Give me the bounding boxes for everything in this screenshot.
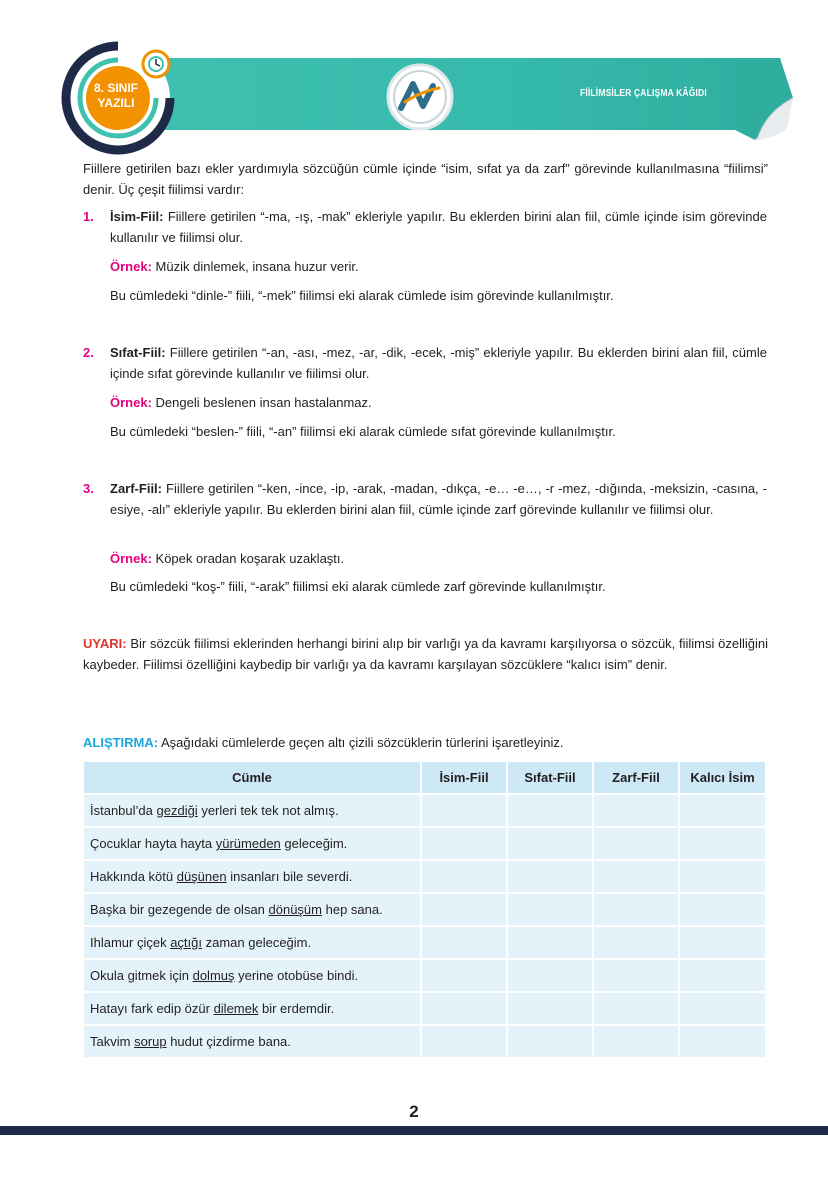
column-header-sifat-fiil: Sıfat-Fiil bbox=[507, 762, 593, 794]
example-label: Örnek: bbox=[110, 395, 152, 410]
sentence-text: yerine otobüse bindi. bbox=[234, 968, 359, 983]
sentence-text: Hatayı fark edip özür bbox=[90, 1001, 214, 1016]
column-header-zarf-fiil: Zarf-Fiil bbox=[593, 762, 679, 794]
sentence-cell bbox=[84, 992, 421, 1025]
sentence-text: Çocuklar hayta hayta bbox=[90, 836, 216, 851]
worksheet-title: FİİLİMSİLER ÇALIŞMA KÂĞIDI bbox=[580, 88, 707, 99]
table-row bbox=[84, 1025, 765, 1058]
answer-cell-zarf-fiil[interactable] bbox=[593, 860, 679, 893]
answer-cell-sifat-fiil[interactable] bbox=[507, 893, 593, 926]
answer-cell-kalici-isim[interactable] bbox=[679, 860, 765, 893]
section-explanation: Bu cümledeki “beslen-” fiili, “-an” fiilimsi eki alarak cümlede sıfat görevinde kullanılmıştır. bbox=[110, 424, 616, 439]
answer-cell-isim-fiil[interactable] bbox=[421, 992, 507, 1025]
section-definition-text: Fiillere getirilen “-an, -ası, -mez, -ar, -dik, -ecek, -miş” ekleriyle yapılır. Bu eklerden birini alan fiil, cümle içinde sıfat görevinde kullanılır ve fiilimsi olur. bbox=[110, 345, 767, 381]
section-term: Sıfat-Fiil: bbox=[110, 345, 166, 360]
section-number: 2. bbox=[83, 345, 94, 360]
table-header-row bbox=[84, 762, 765, 794]
answer-cell-zarf-fiil[interactable] bbox=[593, 1025, 679, 1058]
sentence-text: insanları bile severdi. bbox=[226, 869, 353, 884]
answer-cell-sifat-fiil[interactable] bbox=[507, 926, 593, 959]
page-curl-decoration bbox=[735, 58, 793, 140]
answer-cell-isim-fiil[interactable] bbox=[421, 1025, 507, 1058]
sentence-text: yerleri tek tek not almış. bbox=[197, 803, 339, 818]
warning-paragraph bbox=[83, 633, 768, 675]
table-row bbox=[84, 992, 765, 1025]
answer-cell-kalici-isim[interactable] bbox=[679, 959, 765, 992]
section-example bbox=[110, 548, 767, 569]
section-definition bbox=[110, 478, 767, 520]
sentence-cell bbox=[84, 926, 421, 959]
answer-cell-kalici-isim[interactable] bbox=[679, 926, 765, 959]
sentence-cell bbox=[84, 959, 421, 992]
warning-text: Bir sözcük fiilimsi eklerinden herhangi birini alıp bir varlığı ya da kavramı karşılıyorsa o sözcük, fiilimsi özelliğini kaybeder. Fiilimsi özelliğini kaybedip bir varlığı ya da kavramı karşılayan sözcüklere “kalıcı isim” denir. bbox=[83, 636, 768, 672]
example-text: Müzik dinlemek, insana huzur verir. bbox=[155, 259, 359, 274]
section-example bbox=[110, 256, 767, 277]
answer-cell-zarf-fiil[interactable] bbox=[593, 992, 679, 1025]
underlined-word: dilemek bbox=[213, 1001, 259, 1016]
page-number: 2 bbox=[409, 1102, 419, 1121]
table-row bbox=[84, 794, 765, 827]
answer-cell-kalici-isim[interactable] bbox=[679, 992, 765, 1025]
example-label: Örnek: bbox=[110, 259, 152, 274]
section-explanation: Bu cümledeki “koş-” fiili, “-arak” fiilimsi eki alarak cümlede zarf görevinde kullanılmıştır. bbox=[110, 579, 606, 594]
answer-cell-isim-fiil[interactable] bbox=[421, 827, 507, 860]
section-zarf-fiil bbox=[83, 478, 768, 608]
underlined-word: dolmuş bbox=[192, 968, 235, 983]
sentence-text: hep sana. bbox=[322, 902, 383, 917]
sentence-cell bbox=[84, 794, 421, 827]
sentence-cell bbox=[84, 893, 421, 926]
sentence-text: geleceğim. bbox=[280, 836, 348, 851]
sentence-text: İstanbul’da bbox=[90, 803, 157, 818]
answer-cell-sifat-fiil[interactable] bbox=[507, 860, 593, 893]
sentence-text: hudut çizdirme bana. bbox=[166, 1034, 291, 1049]
table-row bbox=[84, 959, 765, 992]
exercise-heading bbox=[83, 732, 768, 753]
example-text: Köpek oradan koşarak uzaklaştı. bbox=[155, 551, 345, 566]
sentence-text: bir erdemdir. bbox=[258, 1001, 335, 1016]
section-example bbox=[110, 392, 767, 413]
underlined-word: dönüşüm bbox=[268, 902, 322, 917]
answer-cell-isim-fiil[interactable] bbox=[421, 926, 507, 959]
exercise-table bbox=[84, 762, 765, 1059]
answer-cell-isim-fiil[interactable] bbox=[421, 860, 507, 893]
answer-cell-zarf-fiil[interactable] bbox=[593, 794, 679, 827]
answer-cell-sifat-fiil[interactable] bbox=[507, 959, 593, 992]
sentence-cell bbox=[84, 827, 421, 860]
answer-cell-isim-fiil[interactable] bbox=[421, 959, 507, 992]
section-definition-text: Fiillere getirilen “-ken, -ince, -ip, -arak, -madan, -dıkça, -e… -e…, -r -mez, -dığında, -meksizin, -casına, -esiye, -alı” ekleriyle yapılır. Bu eklerden birini alan fiil, cümle içinde zarf görevinde kullanılır ve fiilimsi olur. bbox=[110, 481, 767, 517]
table-row bbox=[84, 827, 765, 860]
underlined-word: yürümeden bbox=[215, 836, 281, 851]
column-header-isim-fiil: İsim-Fiil bbox=[421, 762, 507, 794]
intro-paragraph: Fiillere getirilen bazı ekler yardımıyla sözcüğün cümle içinde “isim, sıfat ya da zarf” görevinde kullanılmasına “fiilimsi” denir. Üç çeşit fiilimsi vardır: bbox=[83, 161, 768, 197]
publisher-logo-icon bbox=[385, 62, 455, 132]
sentence-cell bbox=[84, 1025, 421, 1058]
sentence-text: Başka bir gezegende de olsan bbox=[90, 902, 269, 917]
underlined-word: açtığı bbox=[170, 935, 202, 950]
answer-cell-zarf-fiil[interactable] bbox=[593, 893, 679, 926]
sentence-text: Ihlamur çiçek bbox=[90, 935, 171, 950]
section-term: İsim-Fiil: bbox=[110, 209, 164, 224]
answer-cell-kalici-isim[interactable] bbox=[679, 827, 765, 860]
example-label: Örnek: bbox=[110, 551, 152, 566]
answer-cell-zarf-fiil[interactable] bbox=[593, 827, 679, 860]
table-row bbox=[84, 860, 765, 893]
sentence-text: Hakkında kötü bbox=[90, 869, 177, 884]
answer-cell-sifat-fiil[interactable] bbox=[507, 827, 593, 860]
sentence-cell bbox=[84, 860, 421, 893]
column-header-kalici-isim: Kalıcı İsim bbox=[679, 762, 765, 794]
underlined-word: düşünen bbox=[176, 869, 227, 884]
warning-label: UYARI: bbox=[83, 636, 127, 651]
section-explanation: Bu cümledeki “dinle-” fiili, “-mek” fiilimsi eki alarak cümlede isim görevinde kullanılmıştır. bbox=[110, 288, 614, 303]
table-row bbox=[84, 893, 765, 926]
answer-cell-isim-fiil[interactable] bbox=[421, 794, 507, 827]
underlined-word: gezdiği bbox=[156, 803, 198, 818]
exercise-instruction: Aşağıdaki cümlelerde geçen altı çizili sözcüklerin türlerini işaretleyiniz. bbox=[161, 735, 564, 750]
section-sifat-fiil bbox=[83, 342, 768, 452]
answer-cell-kalici-isim[interactable] bbox=[679, 794, 765, 827]
table-row bbox=[84, 926, 765, 959]
answer-cell-isim-fiil[interactable] bbox=[421, 893, 507, 926]
section-isim-fiil bbox=[83, 206, 768, 316]
answer-cell-zarf-fiil[interactable] bbox=[593, 959, 679, 992]
answer-cell-sifat-fiil[interactable] bbox=[507, 1025, 593, 1058]
answer-cell-kalici-isim[interactable] bbox=[679, 1025, 765, 1058]
grade-badge-label: 8. SINIF YAZILI bbox=[93, 81, 138, 110]
sentence-text: zaman geleceğim. bbox=[202, 935, 312, 950]
sentence-text: Takvim bbox=[90, 1034, 135, 1049]
answer-cell-kalici-isim[interactable] bbox=[679, 893, 765, 926]
column-header-cumle: Cümle bbox=[84, 762, 421, 794]
footer-bar bbox=[0, 1126, 828, 1135]
answer-cell-sifat-fiil[interactable] bbox=[507, 794, 593, 827]
sentence-text: Okula gitmek için bbox=[90, 968, 193, 983]
section-number: 1. bbox=[83, 209, 94, 224]
example-text: Dengeli beslenen insan hastalanmaz. bbox=[155, 395, 372, 410]
section-definition bbox=[110, 342, 767, 384]
section-definition-text: Fiillere getirilen “-ma, -ış, -mak” ekleriyle yapılır. Bu eklerden birini alan fiil, cümle içinde isim görevinde kullanılır ve fiilimsi olur. bbox=[110, 209, 767, 245]
answer-cell-sifat-fiil[interactable] bbox=[507, 992, 593, 1025]
underlined-word: sorup bbox=[134, 1034, 167, 1049]
exercise-label: ALIŞTIRMA: bbox=[83, 735, 159, 750]
section-definition bbox=[110, 206, 767, 248]
section-number: 3. bbox=[83, 481, 94, 496]
section-term: Zarf-Fiil: bbox=[110, 481, 162, 496]
answer-cell-zarf-fiil[interactable] bbox=[593, 926, 679, 959]
